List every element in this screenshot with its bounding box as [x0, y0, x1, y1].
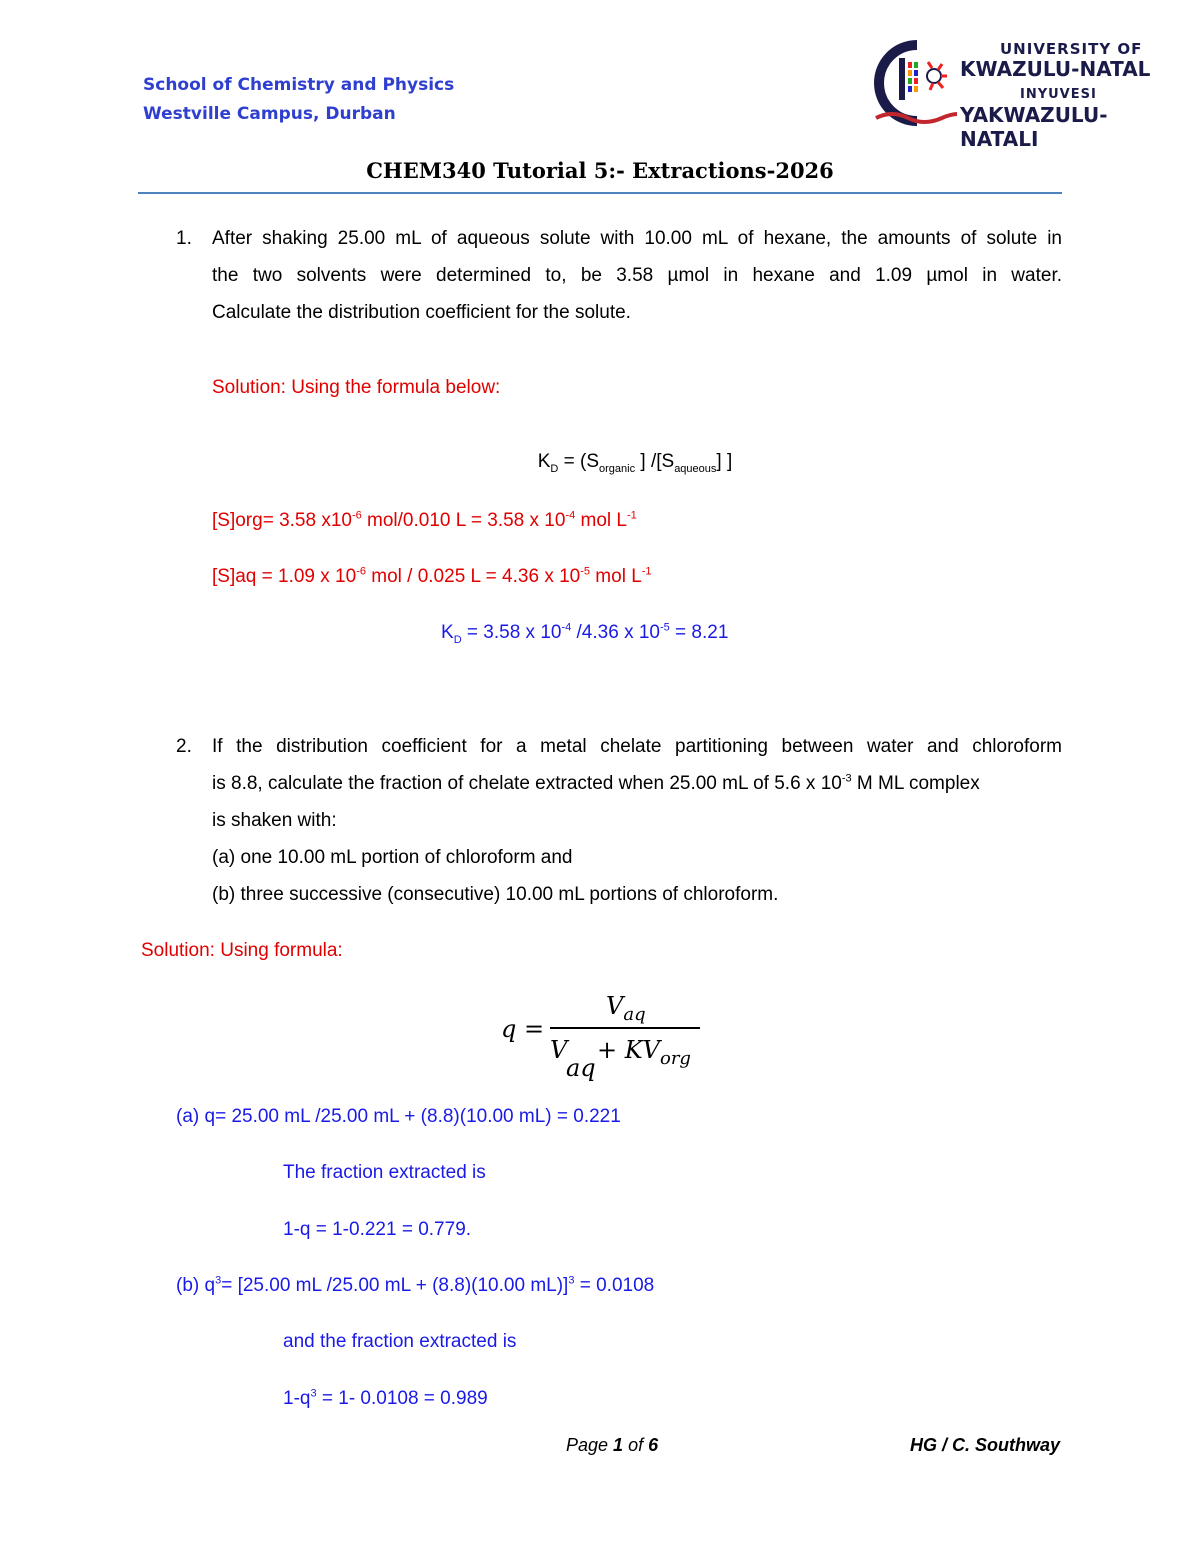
school-name: School of Chemistry and Physics [143, 75, 455, 95]
logo-line-2: KWAZULU-NATAL [960, 57, 1151, 81]
q2-b-calc: (b) $q^3= [25.00$ mL /25.00 mL + (8.8)(10.00 mL)]$^3$ = 0.0108 [176, 1274, 655, 1296]
university-logo [872, 40, 1162, 151]
ukzn-crest-icon [872, 40, 957, 130]
q2-a-text: The fraction extracted is [283, 1162, 486, 1183]
page-number: Page 1 of 6 [566, 1435, 659, 1455]
q1-saq-calc: [S]aq = 1.09 x $10^{-6}$ mol / 0.025 L = 4.36 x $10^{-5}$ mol $L^{-1}$ [212, 565, 652, 587]
q2-eq-fraction-bar [550, 1027, 700, 1029]
q2-b-result: $1-q^3 = 1-$ 0.0108 = 0.989 [283, 1387, 488, 1409]
q2-line-1: If the distribution coefficient for a metal chelate partitioning between water and chloroform [212, 736, 1062, 757]
q2-line-3: is shaken with: [212, 810, 337, 831]
q1-solution-label: Solution: Using the formula below: [212, 377, 501, 398]
logo-line-1: UNIVERSITY OF [1000, 40, 1143, 58]
q1-line-1: After shaking 25.00 mL of aqueous solute with 10.00 mL of hexane, the amounts of solute in [212, 228, 1062, 249]
q2-line-2: is 8.8, calculate the fraction of chelate extracted when 25.00 mL of 5.6 x $10^{-3}$ M ML complex [212, 772, 980, 794]
q2-eq-denominator: V aq + $KV_{org}$ [550, 1036, 691, 1082]
q2-b-text: and the fraction extracted is [283, 1331, 517, 1352]
title-divider [138, 192, 1062, 194]
q2-line-5: (b) three successive (consecutive) 10.00 mL portions of chloroform. [212, 884, 779, 905]
q2-solution-label: Solution: Using formula: [141, 940, 343, 961]
q2-eq-lhs: q = [501, 1015, 545, 1043]
logo-line-4: YAKWAZULU-NATALI [960, 103, 1108, 151]
q1-line-3: Calculate the distribution coefficient for the solute. [212, 302, 631, 323]
q2-a-result: 1-q = 1-0.221 = 0.779. [283, 1219, 472, 1240]
q2-line-4: (a) one 10.00 mL portion of chloroform and [212, 847, 573, 868]
footer-author: HG / C. Southway [909, 1435, 1060, 1455]
q1-kd-result: $K_D = 3.58$ x $10^{-4}$ /4.36 x $10^{-5} = 8.21$ [441, 621, 729, 646]
q2-a-calc: (a) q= 25.00 mL /25.00 mL + (8.8)(10.00 mL) = 0.221 [176, 1106, 621, 1127]
q1-sorg-calc: [S]org= 3.58 $x10^{-6}$ mol/0.010 L = 3.58 x $10^{-4}$ mol $L^{-1}$ [212, 509, 637, 531]
q1-number: 1. [176, 228, 192, 249]
q2-eq-numerator: $V_{aq}$ [606, 992, 646, 1025]
q2-number: 2. [176, 736, 192, 757]
logo-line-3: INYUVESI [1020, 87, 1097, 102]
q1-line-2: the two solvents were determined to, be 3.58 µmol in hexane and 1.09 µmol in water. [212, 265, 1062, 286]
campus-name: Westville Campus, Durban [143, 104, 396, 124]
page-title: CHEM340 Tutorial 5:- Extractions-2026 [366, 158, 834, 183]
q1-kd-formula: $K_D = (S_{organic}$ ] $/[S_{aqueous}]$ ] [537, 451, 733, 475]
